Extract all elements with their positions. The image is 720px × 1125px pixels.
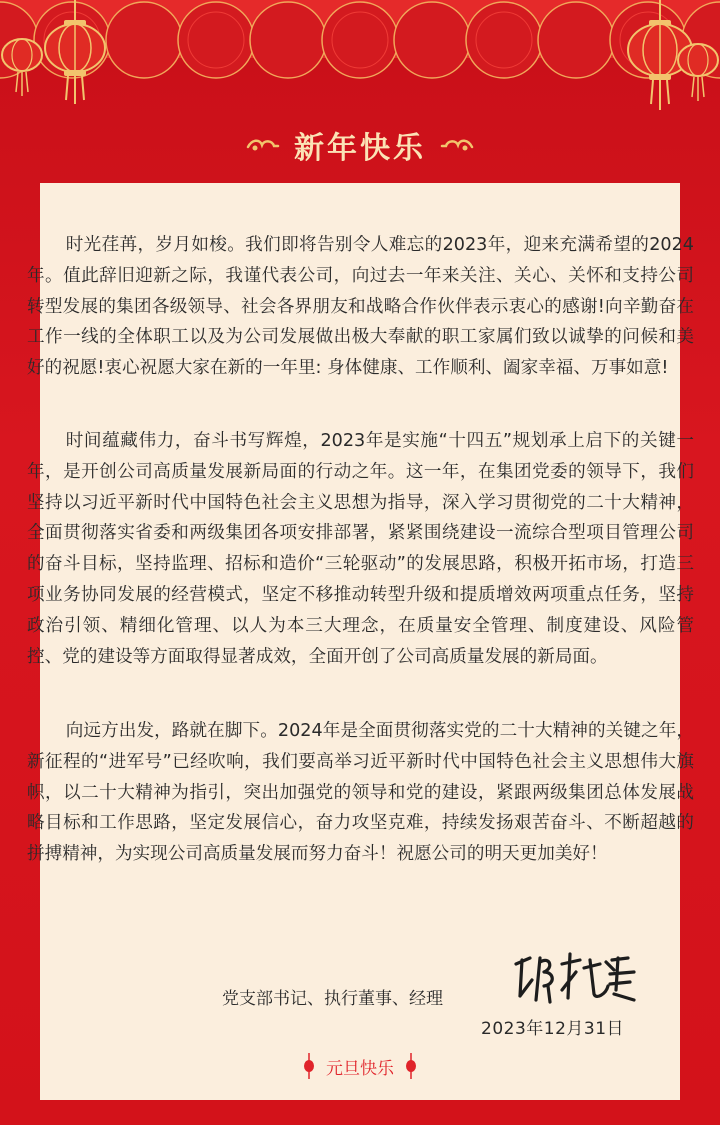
lantern-icon — [0, 30, 60, 100]
flower-ornament-icon — [302, 1053, 316, 1079]
letter-date: 2023年12月31日 — [481, 1019, 625, 1039]
title-bar — [0, 122, 720, 168]
cloud-ornament-icon — [246, 137, 280, 153]
cloud-ornament-icon — [440, 137, 474, 153]
signature — [510, 950, 640, 1010]
footer-greeting — [0, 1052, 720, 1080]
lantern-icon — [660, 35, 720, 105]
paragraph-3: 向远方出发，路就在脚下。2024年是全面贯彻落实党的二十大精神的关键之年，新征程的“进军号”已经吹响，我们要高举习近平新时代中国特色社会主义思想伟大旗帜，以二十大精神为指引，突出加强党的领导和党的建设，紧跟两级集团总体发展战略目标和工作思路，坚定发展信心，奋力攻坚克难，持续发扬艰苦奋斗、不断超越的拼搏精神，为实现公司高质量发展而努力奋斗！祝愿公司的明天更加美好！ — [27, 721, 694, 865]
paragraph-1: 时光荏苒，岁月如梭。我们即将告别令人难忘的2023年，迎来充满希望的2024年。值此辞旧迎新之际，我谨代表公司，向过去一年来关注、关心、关怀和支持公司转型发展的集团各级领导、社会各界朋友和战略合作伙伴表示衷心的感谢!向辛勤奋在工作一线的全体职工以及为公司发展做出极大奉献的职工家属们致以诚挚的问候和美好的祝愿!衷心祝愿大家在新的一年里: 身体健康、工作顺利、阖家幸福、万事如意! — [27, 235, 694, 379]
flower-ornament-icon — [404, 1053, 418, 1079]
footer-label: 元旦快乐 — [326, 1058, 394, 1079]
page-title: 新年快乐 — [294, 131, 426, 166]
paragraph-2: 时间蕴藏伟力，奋斗书写辉煌，2023年是实施“十四五”规划承上启下的关键一年，是开创公司高质量发展新局面的行动之年。这一年，在集团党委的领导下，我们坚持以习近平新时代中国特色社会主义思想为指导，深入学习贯彻党的二十大精神，全面贯彻落实省委和两级集团各项安排部署，紧紧围绕建设一流综合型项目管理公司的奋斗目标，坚持监理、招标和造价“三轮驱动”的发展思路，积极开拓市场，打造三项业务协同发展的经营模式，坚定不移推动转型升级和提质增效两项重点任务，坚持政治引领、精细化管理、以人为本三大理念，在质量安全管理、制度建设、风险管控、党的建设等方面取得显著成效，全面开创了公司高质量发展的新局面。 — [27, 431, 694, 667]
signatory-title: 党支部书记、执行董事、经理 — [222, 989, 443, 1009]
